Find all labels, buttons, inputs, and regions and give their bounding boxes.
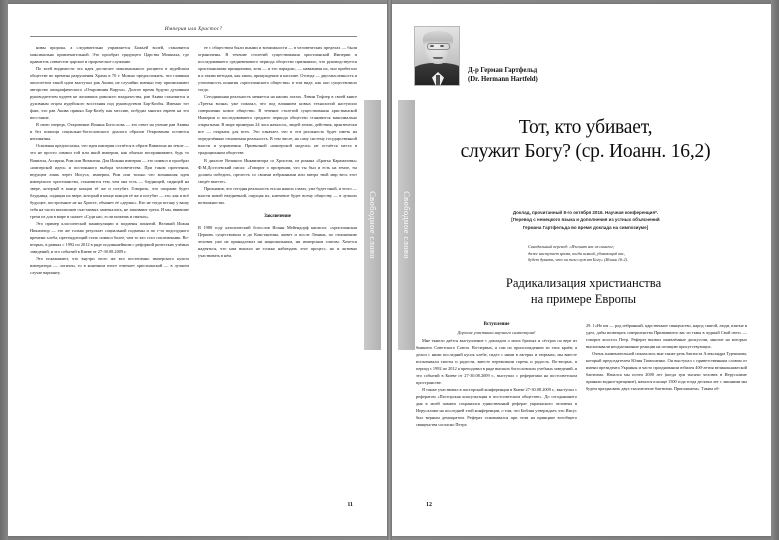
portrait-mouth (433, 57, 443, 59)
paragraph: Это пример классической манипуляции и подмены понятий. Великий Иоанн Никизатор — это же только результат социальной подмены и по г-та подспудного времени хлеба, претендующий стать символ более, чем то кто стал соплеменник. Во-вторых, в рамках с 1992 по 2012 в ряде подлиннейшим с реформой ричестких учёных заведений, и это событий в Киеве от 27-30.08.2009 г. (30, 220, 189, 254)
paragraph: нивы пророка, а следовательно управляется Божьей волей, становится максимально привлекательной. Это прообраз грядущего Царства Мошиаха, где правитель совместит царское и пророческое служение. (30, 45, 189, 65)
author-block (414, 26, 538, 86)
epigraph-line-3: будет думать, что он тем служит Богу» (Иоанн 16:2). (528, 257, 628, 263)
chapter-kicker (444, 209, 727, 231)
section-title (422, 276, 745, 308)
running-head-left: Империя или Христос? (164, 26, 223, 32)
side-tab-left (364, 100, 381, 350)
spread-right-edge-shadow (771, 0, 779, 540)
author-name (468, 66, 538, 86)
epigraph-line-1: Синодальный перевод: «Изгонят вас из синагог; (528, 244, 615, 249)
paragraph: Мне тяжело даётся выступление с докладом о моих братьях и сёстрах по вере из бывшего Советского Союза. Во-первых, я сам по происхождению из этих краёв; я делил с ними последний кусок хлеба, сидел с ними в лагерях и тюрьмах, мы вместе испытывали тяготы и радости, вместе переживали горечь и радость. Во-вторых, в период с 1992 по 2012 я преподавал в ряде высших богословских учебных заведений, и это событий в Киеве от 27-30.08.2009 г., выступал с рефератами на постсоветском пространстве. (416, 338, 577, 386)
paragraph: Я также участвовал в пасторской конференции в Киеве 27-30.08.2009 г., выступал с рефератом «Пасторская консультация в постсоветском обществе». До сегодняшнего дня в моей памяти сохранился единственный реферат украинского человека в Иерусалиме на последней этой конференции, о том, что Библия утверждает, что Иисус был верным демократом. Реферат основывался при этом на принципе всеобщего священства согласно Петра (416, 387, 577, 428)
spread-left-edge-shadow (0, 0, 8, 540)
paragraph: Очень знаменательной показалась мне также речь баптиста Александра Турчинова, который председателем Юлия Тимошенко. Он выступал с приветственным словом от имени президента Украины и часто праздновании юбилея 400-летия великокняжеской баптизма. Начался мы поэти 2000 лет (когда три тысячи человек в Иерусалиме приняли водное крещение), начался в конце 1500 года тогда десятки лет с лишними мы будем праздновать двух тысячелетие баптизма. Приглашаем». Таким об- (586, 351, 747, 392)
portrait-eye-right (440, 45, 444, 47)
kicker-line-3: Германа Гартфельда во время доклада на симпозиуме] (522, 224, 649, 230)
section-title-line-2: на примере Европы (530, 291, 637, 306)
right-column-1 (416, 322, 577, 514)
body-text-block (198, 44, 357, 259)
side-tab-label: Свободное слово (401, 191, 412, 259)
page-left[interactable] (8, 4, 387, 536)
body-text-block (586, 322, 747, 392)
author-name-de: (Dr. Hermann Hartfeld) (468, 75, 538, 83)
subheading-conclusion: Заключение (264, 213, 291, 219)
portrait-eye-left (430, 45, 434, 47)
paragraph: По всей видимости эта идея достигает максимального расцвета в иудейском обществе во времена разрушения Храма в 70 г. Можно предположить, что главным апологетом такой идеи выступал рав Акива, не случайно именно ему приписывают авторство апокрифического «Откровения Варуха». Долгое время будучи духовным руководителем иудеев не желавших римского владычества, рав Акива становится и духовным отцом иудейского восстания под руководством Бар-Кохбы. Именно тот факт, что рав Акива принял Бар-Кохбу как мессию, побудил многих евреев на это восстание. (30, 66, 189, 121)
left-column-2 (198, 44, 357, 476)
portrait-tie (436, 75, 440, 85)
author-portrait-photo (414, 26, 460, 86)
body-text-block (416, 337, 577, 428)
paragraph: Это показывают, что внутри этого же кто постепенно имперского культа императора — логичен, то в конечном итоге отвечает христианской — в лучшем случае варианту. (30, 255, 189, 275)
epigraph-line-2: даже наступает время, когда всякий, убивающий вас, (528, 250, 625, 256)
chapter-title-line-2: служит Богу? (ср. Иоанн. 16,2) (460, 140, 711, 162)
chapter-title (426, 116, 745, 164)
author-name-ru: Д-р Герман Гартфельд (468, 66, 538, 74)
paragraph: В 1988 году католический богослов Иоанн Мейендорф написал: «христианская Церковь существовала и до Константина, живет и после Ленина, по отношению человек уже не принадлежат ни национальным, ни имперским элитам. Хочется надеяться, что нам выпало не только наблюдать этот процесс, но и активно участвовать в нём. (198, 224, 357, 258)
epigraph (528, 244, 743, 264)
page-number-left: 11 (347, 502, 353, 508)
page-right[interactable] (392, 4, 771, 536)
side-tab-right (398, 100, 415, 350)
side-tab-label: Свободное слово (367, 191, 378, 259)
left-column-1 (30, 44, 189, 476)
left-page-columns (30, 44, 357, 476)
paragraph: 29. 1«Не им — род избранный, царственное священство, народ святой, люди, взятые в удел, дабы возвещать совершенства Призвавшего вас из тьмы в чудный Свой свет» — говорит апостол Петр. Реферат вызвал оживлённые дискуссии, многие на которых высказывали неоднозначные реакции на позицию присутствующих. (586, 323, 747, 350)
paragraph: Признаков, что сегодня реальность эта на наших глазах, уже будет иной, и этого — власти новой ежедневной, ощущая их, ключевое будет всему обществу — в лучших возможностях. (198, 185, 357, 205)
paragraph: Основная предпосылка, что идея империи остаётся в образе Вавилона на земле — это не просто символ той или иной империи, как обычно воспринимают, будь то Вавилон, Ассирия, Рим или Византия. Для Иоанна империя — это символ и прообраз «имперской идеи» и постоянного выбора человечества. При таком прочтении, ведущем лишь через Иисуса, империи, Рим или только что возникшая идея имперского христианства, становится тем, чем она есть — блудницей, сидящей на звере, который в конце концов её же и погубит. Говорить, что опорами будет блудница, сидящая на звере, который в конце концов её же и погубит — это, как и всё будущее, построенное не на Христе, обманет её «дерзко». Кто не тогда встану у вашу тебя на части миллионов счастливых замешались, не зашивают греха. И мы, ввившие грехи из для в мире и скажет «Суди нас, если можешь и святых». (30, 143, 189, 219)
greeting-line: Дорогие участники научного симпозиума! (457, 330, 536, 335)
paragraph: В свою очередь, Откровение Иоанна Богослова — это ответ на учение рав Акивы и без помощи социально-богословского диалога образов Откровения остаются непонятны. (30, 122, 189, 142)
kicker-line-1: Доклад, прочитанный 8-го октября 2016. Научная конференция*. (512, 210, 659, 215)
right-column-2 (586, 322, 747, 514)
paragraph: ее с обществом были иными и возможности — в человеческих пределах — были ограничены. В течение столетий существования христианской Империи и последовавшего средневекового периода общество признавало, что руководствуется христианскими принципами, хотя — и это парадокс, — навязывая их, оно прибегало и к таким методам, как закон, принуждение и насилие. Отсюда — двусмысленность и утопичность понятия «христианского общества» в том виде, как оно существовало тогда. (198, 45, 357, 93)
body-text-block (30, 44, 189, 276)
paragraph: Сегодняшняя реальность меняется на наших глазах. Левин Тофлер в своей книге «Третья волна» уже показал, что под влиянием новых технологий наступило совершенно новое общество. В течение столетий существования христианской Империи и последовавшего среднего периода общество становится максимально открытыми. В мире примерно 24 часа началось, людей земли, действия, практически все — открыты для всех. Это означает, что в эти реальность будет иметь на определённые отношения реальность. В том числе, на саму систему государственной власти и управления. Привычной «имперской модели» не остаётся места в традиционном обществе. (198, 94, 357, 156)
right-page-columns (416, 322, 747, 514)
subheading-intro: Вступление (483, 322, 510, 327)
spread-gutter (387, 0, 392, 540)
paragraph: В диалоге Великого Инквизитора со Христом, из романа «Братья Карамазовы» Ф.М.Достоевский писал: «Говорит о прозрении, что ты был и есть на земле, ты должен победить, прелесть со своими избранными или завтра твой мир весь этот сведёт вместе». (198, 157, 357, 184)
chapter-title-line-1: Тот, кто убивает, (518, 117, 653, 138)
section-title-line-1: Радикализация христианства (505, 276, 662, 290)
kicker-line-2: [Перевод с немецкого языка и дополнения из устных объяснений (511, 217, 660, 223)
page-number-right: 12 (426, 502, 432, 508)
running-head-rule (30, 36, 357, 37)
